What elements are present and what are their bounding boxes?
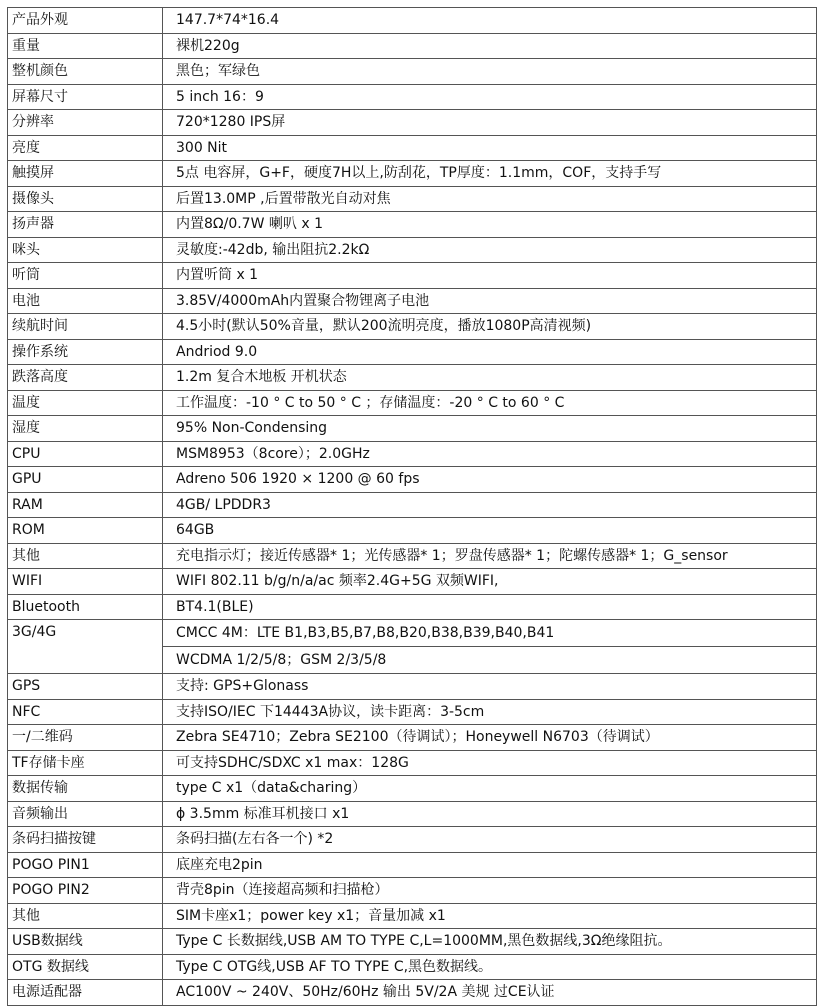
spec-row <box>8 674 817 700</box>
spec-value: 底座充电2pin <box>163 852 817 878</box>
spec-label: 操作系统 <box>8 339 163 365</box>
spec-row <box>8 186 817 212</box>
spec-row <box>8 878 817 904</box>
spec-row <box>8 135 817 161</box>
spec-label: 咪头 <box>8 237 163 263</box>
spec-label: 跌落高度 <box>8 365 163 391</box>
spec-label: 听筒 <box>8 263 163 289</box>
spec-label: 数据传输 <box>8 776 163 802</box>
spec-label: 其他 <box>8 903 163 929</box>
spec-row <box>8 237 817 263</box>
spec-value: 4.5小时(默认50%音量，默认200流明亮度，播放1080P高清视频) <box>163 314 817 340</box>
spec-value: 1.2m 复合木地板 开机状态 <box>163 365 817 391</box>
spec-row <box>8 365 817 391</box>
spec-row <box>8 980 817 1006</box>
spec-label: 屏幕尺寸 <box>8 84 163 110</box>
spec-value: 720*1280 IPS屏 <box>163 110 817 136</box>
spec-label: WIFI <box>8 569 163 595</box>
spec-value: 可支持SDHC/SDXC x1 max：128G <box>163 750 817 776</box>
spec-row <box>8 84 817 110</box>
spec-row <box>8 801 817 827</box>
spec-value: SIM卡座x1；power key x1；音量加减 x1 <box>163 903 817 929</box>
spec-value: Adreno 506 1920 × 1200 @ 60 fps <box>163 467 817 493</box>
spec-label: 产品外观 <box>8 8 163 34</box>
spec-label: TF存储卡座 <box>8 750 163 776</box>
spec-label: 湿度 <box>8 416 163 442</box>
spec-value: 支持: GPS+Glonass <box>163 674 817 700</box>
spec-row <box>8 750 817 776</box>
spec-row <box>8 569 817 595</box>
spec-value: 5 inch 16：9 <box>163 84 817 110</box>
spec-value: 64GB <box>163 518 817 544</box>
spec-label: POGO PIN1 <box>8 852 163 878</box>
spec-value: 充电指示灯；接近传感器* 1；光传感器* 1；罗盘传感器* 1；陀螺传感器* 1；G_sensor <box>163 543 817 569</box>
spec-value: 3.85V/4000mAh内置聚合物锂离子电池 <box>163 288 817 314</box>
spec-value: 147.7*74*16.4 <box>163 8 817 34</box>
spec-row <box>8 59 817 85</box>
spec-label: 续航时间 <box>8 314 163 340</box>
spec-label: 温度 <box>8 390 163 416</box>
spec-label: 3G/4G <box>8 620 163 674</box>
spec-value: type C x1（data&charing） <box>163 776 817 802</box>
spec-value: MSM8953（8core）；2.0GHz <box>163 441 817 467</box>
spec-label: 条码扫描按键 <box>8 827 163 853</box>
spec-row <box>8 518 817 544</box>
spec-label: 其他 <box>8 543 163 569</box>
spec-row <box>8 492 817 518</box>
spec-label: GPS <box>8 674 163 700</box>
spec-row <box>8 416 817 442</box>
spec-value: 条码扫描(左右各一个) *2 <box>163 827 817 853</box>
spec-label: 电池 <box>8 288 163 314</box>
spec-value: 裸机220g <box>163 33 817 59</box>
spec-row <box>8 594 817 620</box>
spec-value: AC100V ~ 240V、50Hz/60Hz 输出 5V/2A 美规 过CE认证 <box>163 980 817 1006</box>
spec-row <box>8 827 817 853</box>
spec-value: 支持ISO/IEC 下14443A协议，读卡距离：3-5cm <box>163 699 817 725</box>
spec-row <box>8 288 817 314</box>
spec-label: OTG 数据线 <box>8 954 163 980</box>
spec-row <box>8 314 817 340</box>
spec-value: 5点 电容屏，G+F，硬度7H以上,防刮花，TP厚度：1.1mm，COF，支持手写 <box>163 161 817 187</box>
spec-value: Type C 长数据线,USB AM TO TYPE C,L=1000MM,黑色数据线,3Ω绝缘阻抗。 <box>163 929 817 955</box>
spec-value: 300 Nit <box>163 135 817 161</box>
spec-table <box>7 7 817 1006</box>
spec-value: 内置听筒 x 1 <box>163 263 817 289</box>
spec-label: ROM <box>8 518 163 544</box>
spec-label: CPU <box>8 441 163 467</box>
spec-label: 音频输出 <box>8 801 163 827</box>
spec-row <box>8 161 817 187</box>
spec-row <box>8 929 817 955</box>
spec-value: Type C OTG线,USB AF TO TYPE C,黑色数据线。 <box>163 954 817 980</box>
spec-row <box>8 339 817 365</box>
spec-label: 触摸屏 <box>8 161 163 187</box>
spec-row <box>8 699 817 725</box>
spec-label: 分辨率 <box>8 110 163 136</box>
spec-value: Andriod 9.0 <box>163 339 817 365</box>
spec-row <box>8 776 817 802</box>
spec-label: 整机颜色 <box>8 59 163 85</box>
spec-value: 背壳8pin（连接超高频和扫描枪） <box>163 878 817 904</box>
spec-value: 95% Non-Condensing <box>163 416 817 442</box>
spec-label: 重量 <box>8 33 163 59</box>
spec-value: CMCC 4M：LTE B1,B3,B5,B7,B8,B20,B38,B39,B40,B41 <box>163 620 817 647</box>
spec-row <box>8 33 817 59</box>
spec-label: 亮度 <box>8 135 163 161</box>
spec-row <box>8 263 817 289</box>
spec-row <box>8 441 817 467</box>
spec-value: 内置8Ω/0.7W 喇叭 x 1 <box>163 212 817 238</box>
spec-row <box>8 390 817 416</box>
spec-row-network <box>8 620 817 647</box>
spec-label: NFC <box>8 699 163 725</box>
spec-label: RAM <box>8 492 163 518</box>
spec-value: ϕ 3.5mm 标准耳机接口 x1 <box>163 801 817 827</box>
spec-value: 黑色；军绿色 <box>163 59 817 85</box>
spec-value: 工作温度：-10 ° C to 50 ° C ；存储温度：-20 ° C to 60 ° C <box>163 390 817 416</box>
spec-value: BT4.1(BLE) <box>163 594 817 620</box>
spec-value: 4GB/ LPDDR3 <box>163 492 817 518</box>
spec-value: WCDMA 1/2/5/8；GSM 2/3/5/8 <box>163 647 817 674</box>
spec-row <box>8 467 817 493</box>
spec-row <box>8 212 817 238</box>
spec-value: 后置13.0MP ,后置带散光自动对焦 <box>163 186 817 212</box>
spec-value: 灵敏度:-42db, 输出阻抗2.2kΩ <box>163 237 817 263</box>
spec-row <box>8 725 817 751</box>
spec-table-body <box>8 8 817 1006</box>
spec-row <box>8 954 817 980</box>
spec-label: USB数据线 <box>8 929 163 955</box>
spec-label: POGO PIN2 <box>8 878 163 904</box>
spec-row <box>8 543 817 569</box>
spec-value: Zebra SE4710；Zebra SE2100（待调试）；Honeywell N6703（待调试） <box>163 725 817 751</box>
spec-label: Bluetooth <box>8 594 163 620</box>
spec-label: 扬声器 <box>8 212 163 238</box>
spec-row <box>8 110 817 136</box>
spec-label: 一/二维码 <box>8 725 163 751</box>
spec-row <box>8 852 817 878</box>
spec-label: 电源适配器 <box>8 980 163 1006</box>
spec-row <box>8 8 817 34</box>
spec-label: 摄像头 <box>8 186 163 212</box>
spec-value: WIFI 802.11 b/g/n/a/ac 频率2.4G+5G 双频WIFI, <box>163 569 817 595</box>
spec-label: GPU <box>8 467 163 493</box>
spec-row <box>8 903 817 929</box>
